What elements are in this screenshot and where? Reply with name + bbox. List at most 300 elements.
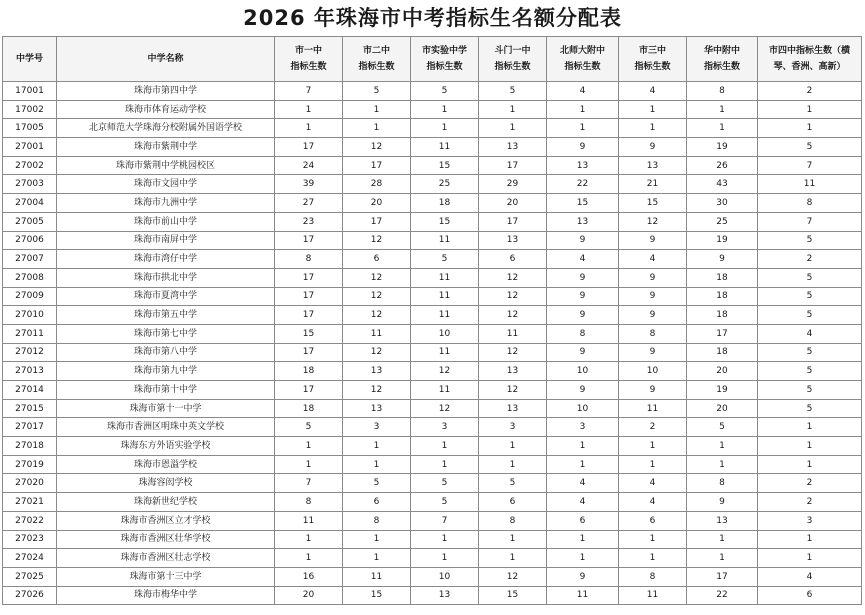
cell-school-code: 27021 — [3, 493, 57, 512]
cell-city-experimental: 1 — [411, 437, 479, 456]
cell-city-experimental: 12 — [411, 362, 479, 381]
cell-hzsd-affiliated: 1 — [687, 119, 758, 138]
cell-city-no3: 9 — [619, 343, 687, 362]
cell-hzsd-affiliated: 18 — [687, 268, 758, 287]
table-row — [3, 250, 862, 269]
column-header-line1: 华中附中 — [703, 46, 740, 56]
cell-city-no3: 21 — [619, 175, 687, 194]
column-header-city-no2 — [343, 37, 411, 82]
table-row — [3, 530, 862, 549]
cell-bnu-affiliated: 1 — [547, 437, 619, 456]
cell-city-experimental: 10 — [411, 567, 479, 586]
cell-hzsd-affiliated: 18 — [687, 343, 758, 362]
table-row — [3, 231, 862, 250]
cell-city-no3: 6 — [619, 511, 687, 530]
quota-table — [2, 36, 862, 605]
cell-doumen-no1: 15 — [479, 586, 547, 605]
cell-school-code: 27022 — [3, 511, 57, 530]
cell-city-no1: 11 — [275, 511, 343, 530]
table-header — [3, 37, 862, 82]
cell-school-code: 27015 — [3, 399, 57, 418]
cell-city-no1: 17 — [275, 268, 343, 287]
cell-city-no3: 4 — [619, 474, 687, 493]
cell-doumen-no1: 17 — [479, 156, 547, 175]
cell-city-no2: 8 — [343, 511, 411, 530]
cell-city-no4: 2 — [758, 493, 862, 512]
cell-school-name: 珠海市紫荆中学桃园校区 — [57, 156, 275, 175]
cell-city-experimental: 1 — [411, 530, 479, 549]
cell-school-name: 珠海市第十三中学 — [57, 567, 275, 586]
cell-doumen-no1: 12 — [479, 567, 547, 586]
cell-city-no2: 12 — [343, 268, 411, 287]
cell-school-code: 27020 — [3, 474, 57, 493]
cell-city-no2: 1 — [343, 437, 411, 456]
cell-school-code: 27003 — [3, 175, 57, 194]
cell-city-no3: 2 — [619, 418, 687, 437]
cell-bnu-affiliated: 4 — [547, 82, 619, 101]
cell-city-no3: 1 — [619, 100, 687, 119]
cell-hzsd-affiliated: 1 — [687, 437, 758, 456]
cell-bnu-affiliated: 10 — [547, 362, 619, 381]
cell-school-name: 珠海市文园中学 — [57, 175, 275, 194]
cell-hzsd-affiliated: 1 — [687, 549, 758, 568]
column-header-line2: 指标生数 — [703, 62, 740, 72]
cell-city-no3: 9 — [619, 287, 687, 306]
cell-hzsd-affiliated: 1 — [687, 530, 758, 549]
cell-school-code: 27006 — [3, 231, 57, 250]
cell-doumen-no1: 6 — [479, 493, 547, 512]
cell-doumen-no1: 5 — [479, 82, 547, 101]
cell-city-no1: 1 — [275, 437, 343, 456]
cell-city-no4: 5 — [758, 381, 862, 400]
cell-doumen-no1: 1 — [479, 437, 547, 456]
cell-hzsd-affiliated: 9 — [687, 493, 758, 512]
cell-city-no1: 24 — [275, 156, 343, 175]
cell-city-no3: 12 — [619, 212, 687, 231]
cell-city-no3: 4 — [619, 82, 687, 101]
cell-city-no4: 7 — [758, 156, 862, 175]
cell-city-no2: 6 — [343, 493, 411, 512]
cell-city-no1: 8 — [275, 493, 343, 512]
cell-school-code: 17002 — [3, 100, 57, 119]
cell-hzsd-affiliated: 18 — [687, 306, 758, 325]
column-header-hzsd-affiliated — [687, 37, 758, 82]
cell-city-experimental: 1 — [411, 455, 479, 474]
cell-school-name: 珠海市夏湾中学 — [57, 287, 275, 306]
cell-school-name: 珠海市第十一中学 — [57, 399, 275, 418]
cell-school-code: 27024 — [3, 549, 57, 568]
column-header-line1: 市二中 — [362, 46, 390, 56]
cell-city-no1: 1 — [275, 530, 343, 549]
cell-school-name: 珠海市第五中学 — [57, 306, 275, 325]
cell-bnu-affiliated: 15 — [547, 194, 619, 213]
cell-city-experimental: 11 — [411, 381, 479, 400]
cell-city-no1: 27 — [275, 194, 343, 213]
header-row — [3, 37, 862, 82]
cell-school-code: 27002 — [3, 156, 57, 175]
cell-hzsd-affiliated: 20 — [687, 362, 758, 381]
cell-school-name: 珠海市香洲区壮华学校 — [57, 530, 275, 549]
cell-bnu-affiliated: 8 — [547, 324, 619, 343]
cell-school-name: 珠海市香洲区立才学校 — [57, 511, 275, 530]
cell-city-no3: 1 — [619, 455, 687, 474]
table-row — [3, 138, 862, 157]
cell-bnu-affiliated: 22 — [547, 175, 619, 194]
cell-school-name: 珠海市第四中学 — [57, 82, 275, 101]
cell-city-no3: 9 — [619, 231, 687, 250]
cell-school-code: 27017 — [3, 418, 57, 437]
cell-bnu-affiliated: 9 — [547, 381, 619, 400]
cell-school-code: 17001 — [3, 82, 57, 101]
cell-doumen-no1: 1 — [479, 100, 547, 119]
cell-hzsd-affiliated: 18 — [687, 287, 758, 306]
cell-city-no1: 5 — [275, 418, 343, 437]
cell-city-experimental: 25 — [411, 175, 479, 194]
cell-school-name: 珠海东方外语实验学校 — [57, 437, 275, 456]
cell-city-no3: 9 — [619, 306, 687, 325]
cell-city-experimental: 1 — [411, 100, 479, 119]
column-header-line2: 指标生数 — [564, 62, 601, 72]
table-row — [3, 343, 862, 362]
cell-city-no2: 11 — [343, 567, 411, 586]
cell-city-no2: 5 — [343, 474, 411, 493]
cell-school-code: 27010 — [3, 306, 57, 325]
cell-city-experimental: 5 — [411, 250, 479, 269]
cell-doumen-no1: 13 — [479, 138, 547, 157]
cell-city-no1: 15 — [275, 324, 343, 343]
cell-city-experimental: 11 — [411, 287, 479, 306]
cell-city-no4: 1 — [758, 549, 862, 568]
table-row — [3, 474, 862, 493]
cell-bnu-affiliated: 9 — [547, 343, 619, 362]
cell-school-code: 27004 — [3, 194, 57, 213]
cell-doumen-no1: 12 — [479, 287, 547, 306]
cell-doumen-no1: 17 — [479, 212, 547, 231]
cell-school-code: 27009 — [3, 287, 57, 306]
cell-bnu-affiliated: 4 — [547, 250, 619, 269]
table-row — [3, 437, 862, 456]
cell-doumen-no1: 13 — [479, 399, 547, 418]
cell-city-no2: 13 — [343, 399, 411, 418]
cell-doumen-no1: 3 — [479, 418, 547, 437]
cell-city-no2: 1 — [343, 119, 411, 138]
cell-bnu-affiliated: 13 — [547, 156, 619, 175]
cell-city-experimental: 5 — [411, 474, 479, 493]
cell-school-name: 珠海市第七中学 — [57, 324, 275, 343]
column-header-school-name — [57, 37, 275, 82]
cell-school-code: 27025 — [3, 567, 57, 586]
table-row — [3, 324, 862, 343]
cell-city-no2: 15 — [343, 586, 411, 605]
cell-city-no4: 1 — [758, 530, 862, 549]
cell-city-experimental: 13 — [411, 586, 479, 605]
cell-city-no1: 17 — [275, 343, 343, 362]
cell-city-no1: 1 — [275, 119, 343, 138]
cell-school-name: 珠海市香洲区壮志学校 — [57, 549, 275, 568]
cell-city-experimental: 11 — [411, 231, 479, 250]
column-header-line1: 市一中 — [294, 46, 322, 56]
cell-hzsd-affiliated: 19 — [687, 231, 758, 250]
cell-doumen-no1: 12 — [479, 381, 547, 400]
cell-bnu-affiliated: 4 — [547, 493, 619, 512]
cell-city-no4: 11 — [758, 175, 862, 194]
table-row — [3, 455, 862, 474]
cell-hzsd-affiliated: 5 — [687, 418, 758, 437]
cell-city-no3: 11 — [619, 399, 687, 418]
cell-city-no1: 17 — [275, 381, 343, 400]
column-header-line1: 北师大附中 — [559, 46, 605, 56]
cell-city-no3: 9 — [619, 138, 687, 157]
cell-city-no4: 2 — [758, 474, 862, 493]
cell-doumen-no1: 5 — [479, 474, 547, 493]
cell-city-experimental: 15 — [411, 156, 479, 175]
cell-school-code: 27014 — [3, 381, 57, 400]
cell-hzsd-affiliated: 43 — [687, 175, 758, 194]
cell-school-name: 珠海市九洲中学 — [57, 194, 275, 213]
table-row — [3, 287, 862, 306]
cell-hzsd-affiliated: 1 — [687, 100, 758, 119]
cell-school-name: 珠海市第十中学 — [57, 381, 275, 400]
cell-city-no2: 11 — [343, 324, 411, 343]
cell-city-no1: 1 — [275, 455, 343, 474]
cell-city-no4: 6 — [758, 586, 862, 605]
cell-city-experimental: 15 — [411, 212, 479, 231]
cell-city-no2: 12 — [343, 381, 411, 400]
column-header-line1: 中学名称 — [147, 54, 184, 64]
cell-city-no1: 23 — [275, 212, 343, 231]
cell-school-code: 27023 — [3, 530, 57, 549]
cell-city-no4: 2 — [758, 250, 862, 269]
cell-hzsd-affiliated: 19 — [687, 381, 758, 400]
cell-city-no1: 8 — [275, 250, 343, 269]
cell-city-no3: 1 — [619, 119, 687, 138]
cell-city-experimental: 11 — [411, 138, 479, 157]
cell-city-no1: 18 — [275, 399, 343, 418]
cell-city-no1: 7 — [275, 82, 343, 101]
cell-hzsd-affiliated: 8 — [687, 474, 758, 493]
cell-city-experimental: 10 — [411, 324, 479, 343]
cell-school-code: 27018 — [3, 437, 57, 456]
cell-city-no3: 1 — [619, 549, 687, 568]
cell-city-no1: 17 — [275, 306, 343, 325]
table-row — [3, 567, 862, 586]
column-header-line1: 市三中 — [638, 46, 666, 56]
cell-city-no2: 1 — [343, 530, 411, 549]
cell-school-name: 珠海市拱北中学 — [57, 268, 275, 287]
cell-city-experimental: 11 — [411, 343, 479, 362]
cell-city-no4: 5 — [758, 287, 862, 306]
cell-city-no1: 16 — [275, 567, 343, 586]
cell-school-name: 珠海市湾仔中学 — [57, 250, 275, 269]
table-row — [3, 119, 862, 138]
cell-school-code: 27007 — [3, 250, 57, 269]
column-header-line2: 指标生数 — [426, 62, 463, 72]
column-header-line2: 指标生数 — [358, 62, 395, 72]
cell-city-no4: 1 — [758, 418, 862, 437]
cell-hzsd-affiliated: 17 — [687, 567, 758, 586]
cell-city-experimental: 1 — [411, 549, 479, 568]
table-row — [3, 362, 862, 381]
cell-bnu-affiliated: 3 — [547, 418, 619, 437]
cell-city-no2: 1 — [343, 455, 411, 474]
cell-doumen-no1: 6 — [479, 250, 547, 269]
cell-city-no2: 3 — [343, 418, 411, 437]
cell-city-no3: 8 — [619, 567, 687, 586]
cell-bnu-affiliated: 9 — [547, 567, 619, 586]
table-row — [3, 194, 862, 213]
table-row — [3, 549, 862, 568]
cell-school-name: 珠海市体育运动学校 — [57, 100, 275, 119]
cell-doumen-no1: 1 — [479, 549, 547, 568]
cell-city-no2: 1 — [343, 549, 411, 568]
cell-bnu-affiliated: 9 — [547, 231, 619, 250]
cell-city-no1: 17 — [275, 287, 343, 306]
cell-city-no2: 28 — [343, 175, 411, 194]
table-row — [3, 175, 862, 194]
table-row — [3, 418, 862, 437]
cell-doumen-no1: 1 — [479, 530, 547, 549]
table-row — [3, 268, 862, 287]
cell-city-no3: 1 — [619, 530, 687, 549]
column-header-line2: 指标生数 — [634, 62, 671, 72]
cell-school-code: 27011 — [3, 324, 57, 343]
cell-bnu-affiliated: 1 — [547, 455, 619, 474]
cell-hzsd-affiliated: 22 — [687, 586, 758, 605]
cell-school-code: 27026 — [3, 586, 57, 605]
cell-city-no2: 6 — [343, 250, 411, 269]
cell-city-experimental: 7 — [411, 511, 479, 530]
cell-school-name: 珠海市梅华中学 — [57, 586, 275, 605]
cell-doumen-no1: 8 — [479, 511, 547, 530]
cell-city-no3: 4 — [619, 493, 687, 512]
table-row — [3, 399, 862, 418]
cell-bnu-affiliated: 6 — [547, 511, 619, 530]
cell-bnu-affiliated: 9 — [547, 306, 619, 325]
cell-hzsd-affiliated: 19 — [687, 138, 758, 157]
column-header-school-code — [3, 37, 57, 82]
cell-city-no3: 9 — [619, 268, 687, 287]
table-row — [3, 82, 862, 101]
cell-doumen-no1: 13 — [479, 362, 547, 381]
cell-city-no1: 1 — [275, 549, 343, 568]
table-row — [3, 100, 862, 119]
cell-city-no4: 5 — [758, 306, 862, 325]
cell-school-code: 27008 — [3, 268, 57, 287]
column-header-line1: 市实验中学 — [421, 46, 467, 56]
cell-city-no4: 5 — [758, 343, 862, 362]
cell-city-no1: 1 — [275, 100, 343, 119]
cell-hzsd-affiliated: 8 — [687, 82, 758, 101]
cell-school-name: 珠海市紫荆中学 — [57, 138, 275, 157]
cell-hzsd-affiliated: 17 — [687, 324, 758, 343]
cell-city-no4: 2 — [758, 82, 862, 101]
cell-school-name: 珠海市南屏中学 — [57, 231, 275, 250]
cell-city-experimental: 5 — [411, 82, 479, 101]
column-header-bnu-affiliated — [547, 37, 619, 82]
cell-hzsd-affiliated: 1 — [687, 455, 758, 474]
column-header-city-experimental — [411, 37, 479, 82]
cell-city-no2: 17 — [343, 156, 411, 175]
cell-city-no2: 20 — [343, 194, 411, 213]
table-row — [3, 306, 862, 325]
cell-doumen-no1: 20 — [479, 194, 547, 213]
cell-school-name: 珠海市第九中学 — [57, 362, 275, 381]
cell-city-no3: 10 — [619, 362, 687, 381]
cell-bnu-affiliated: 10 — [547, 399, 619, 418]
cell-hzsd-affiliated: 30 — [687, 194, 758, 213]
table-body — [3, 82, 862, 605]
column-header-line2: 指标生数 — [494, 62, 531, 72]
cell-school-code: 17005 — [3, 119, 57, 138]
cell-city-experimental: 11 — [411, 306, 479, 325]
cell-city-no1: 18 — [275, 362, 343, 381]
cell-city-no4: 7 — [758, 212, 862, 231]
column-header-doumen-no1 — [479, 37, 547, 82]
table-row — [3, 156, 862, 175]
cell-city-experimental: 12 — [411, 399, 479, 418]
column-header-line1: 斗门一中 — [494, 46, 531, 56]
cell-school-name: 珠海新世纪学校 — [57, 493, 275, 512]
cell-city-no1: 17 — [275, 138, 343, 157]
cell-school-name: 珠海容闳学校 — [57, 474, 275, 493]
cell-city-no2: 17 — [343, 212, 411, 231]
cell-city-experimental: 11 — [411, 268, 479, 287]
cell-city-experimental: 1 — [411, 119, 479, 138]
cell-hzsd-affiliated: 25 — [687, 212, 758, 231]
column-header-line2: 指标生数 — [290, 62, 327, 72]
cell-city-no4: 1 — [758, 455, 862, 474]
cell-city-no4: 4 — [758, 567, 862, 586]
cell-city-no3: 8 — [619, 324, 687, 343]
table-row — [3, 493, 862, 512]
cell-school-name: 珠海市第八中学 — [57, 343, 275, 362]
cell-city-no4: 5 — [758, 231, 862, 250]
cell-bnu-affiliated: 11 — [547, 586, 619, 605]
cell-city-no4: 5 — [758, 362, 862, 381]
cell-city-no2: 12 — [343, 306, 411, 325]
cell-bnu-affiliated: 9 — [547, 268, 619, 287]
cell-city-no2: 13 — [343, 362, 411, 381]
cell-hzsd-affiliated: 26 — [687, 156, 758, 175]
cell-bnu-affiliated: 13 — [547, 212, 619, 231]
cell-school-code: 27019 — [3, 455, 57, 474]
cell-doumen-no1: 13 — [479, 231, 547, 250]
cell-doumen-no1: 29 — [479, 175, 547, 194]
cell-doumen-no1: 11 — [479, 324, 547, 343]
cell-school-name: 珠海市前山中学 — [57, 212, 275, 231]
cell-city-no3: 4 — [619, 250, 687, 269]
cell-school-code: 27001 — [3, 138, 57, 157]
cell-hzsd-affiliated: 20 — [687, 399, 758, 418]
cell-city-no4: 8 — [758, 194, 862, 213]
column-header-city-no1 — [275, 37, 343, 82]
cell-city-no2: 12 — [343, 287, 411, 306]
cell-city-no4: 1 — [758, 119, 862, 138]
cell-city-no3: 15 — [619, 194, 687, 213]
cell-bnu-affiliated: 1 — [547, 100, 619, 119]
cell-doumen-no1: 12 — [479, 268, 547, 287]
cell-city-no4: 4 — [758, 324, 862, 343]
cell-city-no2: 12 — [343, 231, 411, 250]
cell-city-no2: 1 — [343, 100, 411, 119]
cell-city-no3: 1 — [619, 437, 687, 456]
cell-city-no4: 5 — [758, 138, 862, 157]
cell-city-no4: 1 — [758, 100, 862, 119]
cell-city-no4: 1 — [758, 437, 862, 456]
cell-city-no1: 20 — [275, 586, 343, 605]
cell-school-code: 27013 — [3, 362, 57, 381]
cell-doumen-no1: 12 — [479, 306, 547, 325]
